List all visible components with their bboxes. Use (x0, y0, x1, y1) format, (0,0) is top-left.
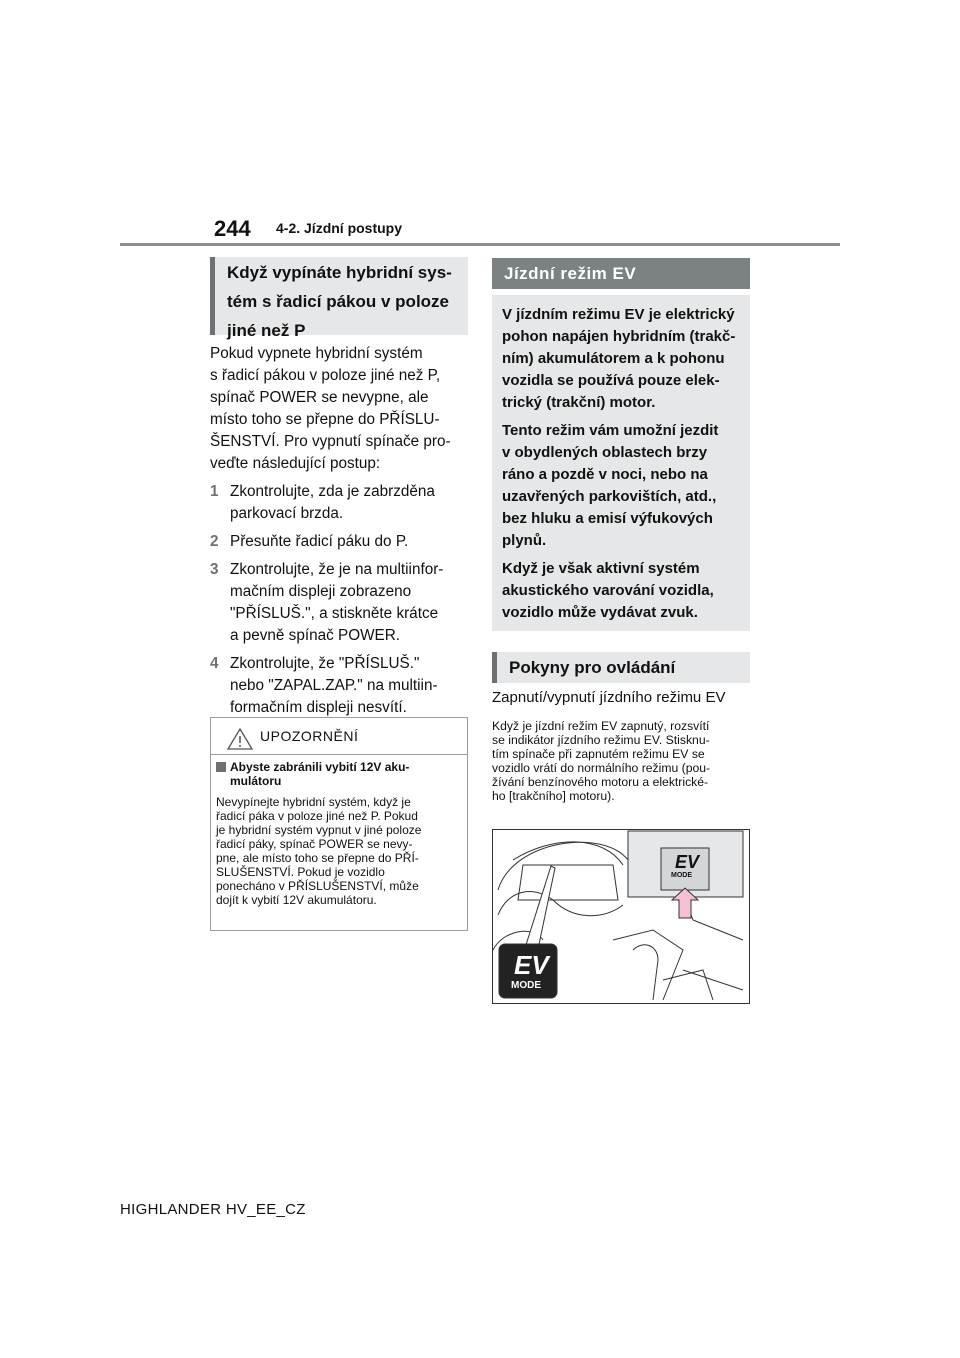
ev-line: Tento režim vám umožní jezdit (502, 422, 719, 439)
step-item (210, 559, 468, 647)
step-line: parkovací brzda. (230, 505, 344, 522)
warning-line: řadicí páka v poloze jiné než P. Pokud (216, 809, 418, 823)
mode-button-label: MODE (671, 872, 692, 879)
warning-line: SLUŠENSTVÍ. Pokud je vozidlo (216, 865, 385, 879)
intro-line: Pokud vypnete hybridní systém (210, 345, 423, 362)
ev-button-label: EV (675, 852, 700, 872)
ev-toggle-subtitle: Zapnutí/vypnutí jízdního režimu EV (492, 689, 726, 706)
ctrl-line: se indikátor jízdního režimu EV. Stisknu- (492, 733, 710, 747)
ev-line: akustického varování vozidla, (502, 582, 714, 599)
step-item (210, 531, 468, 553)
warning-box (210, 717, 468, 931)
mode-icon-label: MODE (511, 980, 541, 991)
warning-label: UPOZORNĚNÍ (260, 728, 359, 744)
step-line: a pevně spínač POWER. (230, 627, 401, 644)
ev-line: ráno a pozdě v noci, nebo na (502, 466, 708, 483)
ctrl-line: žívání benzínového motoru a elektrické- (492, 775, 709, 789)
ev-line: Když je však aktivní systém (502, 560, 700, 577)
ev-line: vozidlo může vydávat zvuk. (502, 604, 698, 621)
step-item (210, 481, 468, 525)
intro-line: s řadicí pákou v poloze jiné než P, (210, 367, 441, 384)
ev-icon-label: EV (514, 950, 549, 980)
heading-ev-mode: Jízdní režim EV (492, 258, 750, 289)
ctrl-line: ho [trakčního] motoru). (492, 789, 615, 803)
step-line: formačním displeji nesvítí. (230, 699, 407, 716)
ev-line: ním) akumulátorem a k pohonu (502, 350, 725, 367)
section-title: 4-2. Jízdní postupy (276, 220, 403, 236)
step-item (210, 653, 468, 719)
square-bullet-icon (216, 762, 226, 772)
ev-line: V jízdním režimu EV je elektrický (502, 306, 735, 323)
ev-line: vozidla se používá pouze elek- (502, 372, 720, 389)
warning-line: Nevypínejte hybridní systém, když je (216, 795, 411, 809)
ev-mode-switch-illustration (492, 829, 750, 1004)
ev-description (492, 295, 750, 631)
header-divider (120, 243, 840, 246)
ev-line: pohon napájen hybridním (trakč- (502, 328, 736, 345)
ctrl-line: vozidlo vrátí do normálního režimu (pou- (492, 761, 711, 775)
warning-subheading-line: mulátoru (230, 774, 282, 788)
step-line: Zkontrolujte, že "PŘÍSLUŠ." (230, 655, 420, 672)
step-line: Zkontrolujte, zda je zabrzděna (230, 483, 435, 500)
ev-line: plynů. (502, 532, 547, 549)
step-line: Přesuňte řadicí páku do P. (230, 533, 409, 550)
step-line: nebo "ZAPAL.ZAP." na multiin- (230, 677, 438, 694)
warning-line: je hybridní systém vypnut v jiné poloze (216, 823, 422, 837)
ev-line: trický (trakční) motor. (502, 394, 656, 411)
ctrl-line: Když je jízdní režim EV zapnutý, rozsvítí (492, 719, 710, 733)
step-number: 3 (210, 561, 219, 578)
step-line: mačním displeji zobrazeno (230, 583, 412, 600)
intro-line: spínač POWER se nevypne, ale (210, 389, 429, 406)
step-number: 4 (210, 655, 219, 672)
step-number: 1 (210, 483, 219, 500)
warning-triangle-icon (227, 728, 253, 750)
ev-toggle-description (492, 719, 752, 803)
heading-operating-instructions: Pokyny pro ovládání (492, 652, 750, 683)
page-number: 244 (214, 216, 251, 241)
ev-line: v obydlených oblastech brzy (502, 444, 708, 461)
shutdown-procedure (210, 343, 468, 725)
warning-body (216, 795, 464, 907)
warning-line: řadicí páky, spínač POWER se nevy- (216, 837, 413, 851)
warning-line: ponecháno v PŘÍSLUŠENSTVÍ, může (216, 879, 419, 893)
ev-paragraph (502, 420, 740, 552)
intro-line: veďte následující postup: (210, 455, 381, 472)
step-line: Zkontrolujte, že je na multiinfor- (230, 561, 444, 578)
step-number: 2 (210, 533, 219, 550)
ctrl-line: tím spínače při zapnutém režimu EV se (492, 747, 705, 761)
footer-model: HIGHLANDER HV_EE_CZ (120, 1201, 306, 1218)
warning-subheading (216, 760, 462, 788)
warning-subheading-line: Abyste zabránili vybití 12V aku- (230, 760, 410, 774)
heading-shutdown-not-p (210, 257, 468, 340)
warning-line: dojít k vybití 12V akumulátoru. (216, 893, 377, 907)
intro-line: místo toho se přepne do PŘÍSLU- (210, 411, 440, 428)
heading-line: jiné než P (227, 321, 306, 340)
heading-line: Když vypínáte hybridní sys- (227, 263, 452, 282)
intro-line: ŠENSTVÍ. Pro vypnutí spínače pro- (210, 433, 451, 450)
step-list (210, 481, 468, 719)
ev-line: uzavřených parkovištích, atd., (502, 488, 717, 505)
warning-line: pne, ale místo toho se přepne do PŘÍ- (216, 851, 419, 865)
heading-line: tém s řadicí pákou v poloze (227, 292, 450, 311)
warning-header (211, 718, 467, 755)
ev-paragraph (502, 304, 740, 414)
step-line: "PŘÍSLUŠ.", a stiskněte krátce (230, 605, 439, 622)
ev-paragraph (502, 558, 740, 624)
ev-line: bez hluku a emisí výfukových (502, 510, 713, 527)
